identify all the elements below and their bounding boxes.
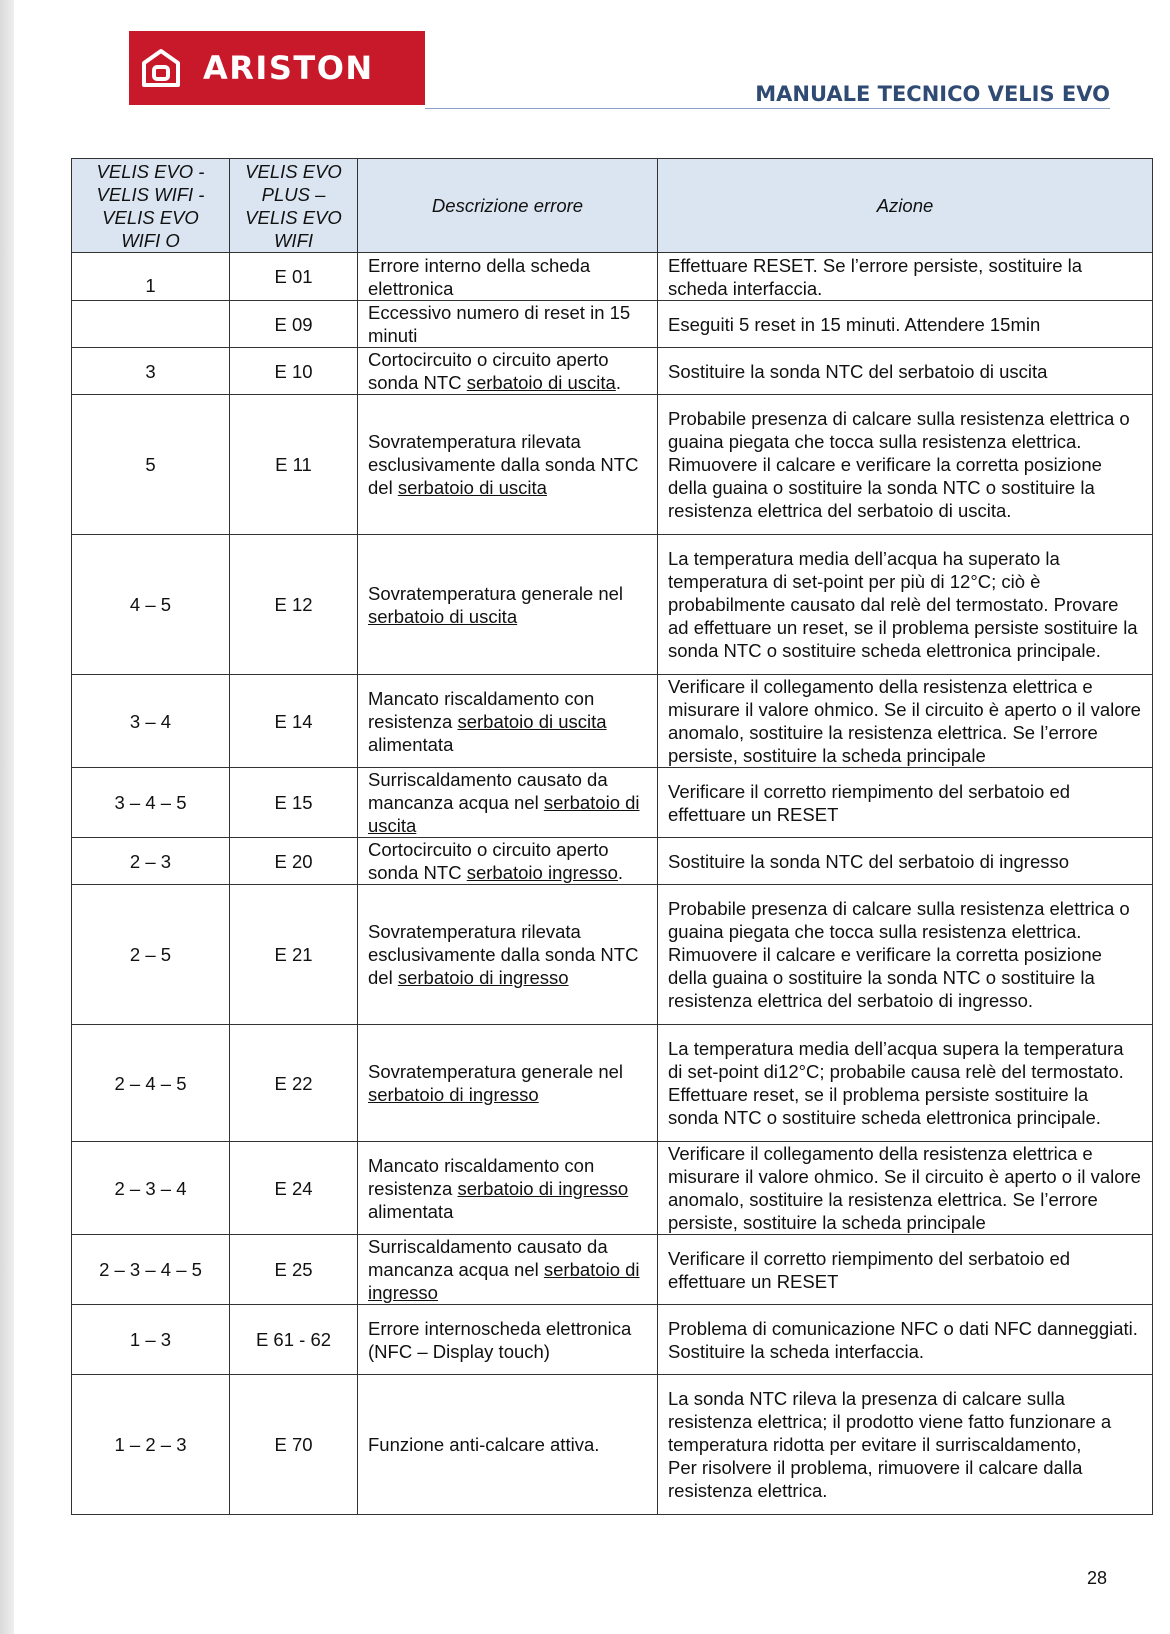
table-row — [72, 301, 1153, 348]
error-description-cell — [358, 768, 658, 838]
tank-reference: serbatoio di ingresso — [457, 1177, 629, 1199]
led-code-cell — [72, 301, 230, 348]
error-code-cell: E 01 — [230, 253, 358, 301]
error-code-cell: E 14 — [230, 675, 358, 768]
table-row — [72, 1142, 1153, 1235]
error-codes-table — [71, 158, 1153, 1515]
header-azione: Azione — [658, 159, 1153, 253]
description-text: Sovratemperatura rilevata esclusivamente dalla sonda NTC del — [368, 921, 639, 988]
error-code-cell: E 11 — [230, 395, 358, 535]
table-row — [72, 838, 1153, 885]
error-code-cell: E 24 — [230, 1142, 358, 1235]
table-row — [72, 253, 1153, 301]
action-cell: Effettuare RESET. Se l’errore persiste, sostituire la scheda interfaccia. — [658, 253, 1153, 301]
table-row — [72, 1375, 1153, 1515]
tank-reference: serbatoio di ingresso — [368, 1259, 640, 1303]
action-cell: Verificare il corretto riempimento del serbatoio ed effettuare un RESET — [658, 1235, 1153, 1305]
table-row — [72, 768, 1153, 838]
led-code-cell: 1 – 3 — [72, 1305, 230, 1375]
led-code-cell: 5 — [72, 395, 230, 535]
description-text: alimentata — [368, 1200, 454, 1222]
error-description-cell: Eccessivo numero di reset in 15 minuti — [358, 301, 658, 348]
action-cell: Verificare il collegamento della resistenza elettrica e misurare il valore ohmico. Se il circuito è aperto o il valore anomalo, sostituire la resistenza elettrica. Se l’errore persiste, sostituire la scheda principale — [658, 675, 1153, 768]
description-text: Cortocircuito o circuito aperto sonda NTC — [368, 839, 609, 883]
description-text: Mancato riscaldamento con resistenza — [368, 687, 595, 732]
tank-reference: serbatoio di uscita — [457, 710, 607, 732]
table-row — [72, 885, 1153, 1025]
table-row — [72, 395, 1153, 535]
description-text: Sovratemperatura generale nel — [368, 582, 624, 604]
ariston-logo — [129, 31, 425, 105]
description-text: Sovratemperatura rilevata esclusivamente dalla sonda NTC del — [368, 431, 639, 498]
action-cell: Verificare il corretto riempimento del serbatoio ed effettuare un RESET — [658, 768, 1153, 838]
header-velis-evo-plus: VELIS EVO PLUS – VELIS EVO WIFI — [230, 159, 358, 253]
error-description-cell — [358, 675, 658, 768]
action-cell: La temperatura media dell’acqua ha superato la temperatura di set-point per più di 12°C; ciò è probabilmente causato dal relè del termostato. Provare ad effettuare un reset, se il problema persiste sostituire la sonda NTC o sostituire scheda elettronica principale. — [658, 535, 1153, 675]
table-row — [72, 1025, 1153, 1142]
error-code-cell: E 61 - 62 — [230, 1305, 358, 1375]
error-code-cell: E 70 — [230, 1375, 358, 1515]
table-header-row — [72, 159, 1153, 253]
page-edge-shadow — [0, 0, 14, 1634]
brand-name: ARISTON — [203, 49, 374, 87]
action-cell: Verificare il collegamento della resistenza elettrica e misurare il valore ohmico. Se il circuito è aperto o il valore anomalo, sostituire la resistenza elettrica. Se l’errore persiste, sostituire la scheda principale — [658, 1142, 1153, 1235]
led-code-cell: 4 – 5 — [72, 535, 230, 675]
description-text: Mancato riscaldamento con resistenza — [368, 1154, 595, 1199]
table-row — [72, 348, 1153, 395]
description-text: . — [617, 862, 624, 883]
led-code-cell: 2 – 3 – 4 – 5 — [72, 1235, 230, 1305]
table-row — [72, 1235, 1153, 1305]
led-code-cell: 2 – 3 – 4 — [72, 1142, 230, 1235]
led-code-cell: 1 — [72, 253, 230, 301]
led-code-cell: 3 – 4 – 5 — [72, 768, 230, 838]
action-cell: Sostituire la sonda NTC del serbatoio di uscita — [658, 348, 1153, 395]
error-description-cell: Funzione anti-calcare attiva. — [358, 1375, 658, 1515]
action-cell: Probabile presenza di calcare sulla resistenza elettrica o guaina piegata che tocca sulla resistenza elettrica. Rimuovere il calcare e verificare la corretta posizione della guaina o sostituire la sonda NTC o sostituire la resistenza elettrica del serbatoio di ingresso. — [658, 885, 1153, 1025]
header-divider — [425, 108, 1110, 109]
error-code-cell: E 21 — [230, 885, 358, 1025]
error-code-cell: E 12 — [230, 535, 358, 675]
page-number: 28 — [1087, 1568, 1108, 1588]
led-code-cell: 3 — [72, 348, 230, 395]
error-description-cell — [358, 885, 658, 1025]
tank-reference: serbatoio di uscita — [397, 477, 547, 498]
tank-reference: serbatoio di uscita — [368, 792, 640, 836]
error-description-cell — [358, 348, 658, 395]
error-description-cell — [358, 1142, 658, 1235]
error-code-cell: E 10 — [230, 348, 358, 395]
table-body — [72, 253, 1153, 1515]
header-descrizione: Descrizione errore — [358, 159, 658, 253]
error-code-cell: E 09 — [230, 301, 358, 348]
error-description-cell — [358, 1025, 658, 1142]
led-code-cell: 2 – 3 — [72, 838, 230, 885]
description-text: Cortocircuito o circuito aperto sonda NTC — [368, 349, 609, 393]
description-text: Surriscaldamento causato da mancanza acqua nel — [368, 769, 608, 813]
tank-reference: serbatoio di uscita — [368, 605, 518, 627]
error-description-cell: Errore internoscheda elettronica (NFC – Display touch) — [358, 1305, 658, 1375]
led-code-cell: 1 – 2 – 3 — [72, 1375, 230, 1515]
table-row — [72, 675, 1153, 768]
error-description-cell — [358, 1235, 658, 1305]
tank-reference: serbatoio di uscita — [466, 372, 616, 393]
error-code-cell: E 20 — [230, 838, 358, 885]
error-code-cell: E 22 — [230, 1025, 358, 1142]
description-text: alimentata — [368, 733, 454, 755]
led-code-cell: 3 – 4 — [72, 675, 230, 768]
table-row — [72, 535, 1153, 675]
led-code-cell: 2 – 4 – 5 — [72, 1025, 230, 1142]
tank-reference: serbatoio di ingresso — [368, 1084, 539, 1105]
house-icon — [141, 48, 181, 88]
action-cell: La temperatura media dell’acqua supera la temperatura di set-point di12°C; probabile causa relè del termostato. Effettuare reset, se il problema persiste sostituire la sonda NTC o sostituire scheda elettronica principale. — [658, 1025, 1153, 1142]
action-cell: La sonda NTC rileva la presenza di calcare sulla resistenza elettrica; il prodotto viene fatto funzionare a temperatura ridotta per evitare il surriscaldamento, Per risolvere il problema, rimuovere il calcare dalla resistenza elettrica. — [658, 1375, 1153, 1515]
tank-reference: serbatoio di ingresso — [397, 967, 569, 988]
description-text: Sovratemperatura generale nel — [368, 1061, 624, 1082]
error-description-cell — [358, 838, 658, 885]
table-row — [72, 1305, 1153, 1375]
action-cell: Problema di comunicazione NFC o dati NFC danneggiati. Sostituire la scheda interfaccia. — [658, 1305, 1153, 1375]
action-cell: Probabile presenza di calcare sulla resistenza elettrica o guaina piegata che tocca sulla resistenza elettrica. Rimuovere il calcare e verificare la corretta posizione della guaina o sostituire la sonda NTC o sostituire la resistenza elettrica del serbatoio di uscita. — [658, 395, 1153, 535]
led-code-cell: 2 – 5 — [72, 885, 230, 1025]
description-text: . — [615, 372, 621, 393]
action-cell: Sostituire la sonda NTC del serbatoio di ingresso — [658, 838, 1153, 885]
error-description-cell — [358, 395, 658, 535]
error-code-cell: E 25 — [230, 1235, 358, 1305]
action-cell: Eseguiti 5 reset in 15 minuti. Attendere 15min — [658, 301, 1153, 348]
error-code-cell: E 15 — [230, 768, 358, 838]
description-text: Surriscaldamento causato da mancanza acqua nel — [368, 1236, 608, 1280]
error-description-cell: Errore interno della scheda elettronica — [358, 253, 658, 301]
tank-reference: serbatoio ingresso — [466, 862, 618, 883]
error-description-cell — [358, 535, 658, 675]
manual-title: MANUALE TECNICO VELIS EVO — [755, 82, 1110, 106]
header-velis-evo-wifi: VELIS EVO - VELIS WIFI - VELIS EVO WIFI O — [72, 159, 230, 253]
